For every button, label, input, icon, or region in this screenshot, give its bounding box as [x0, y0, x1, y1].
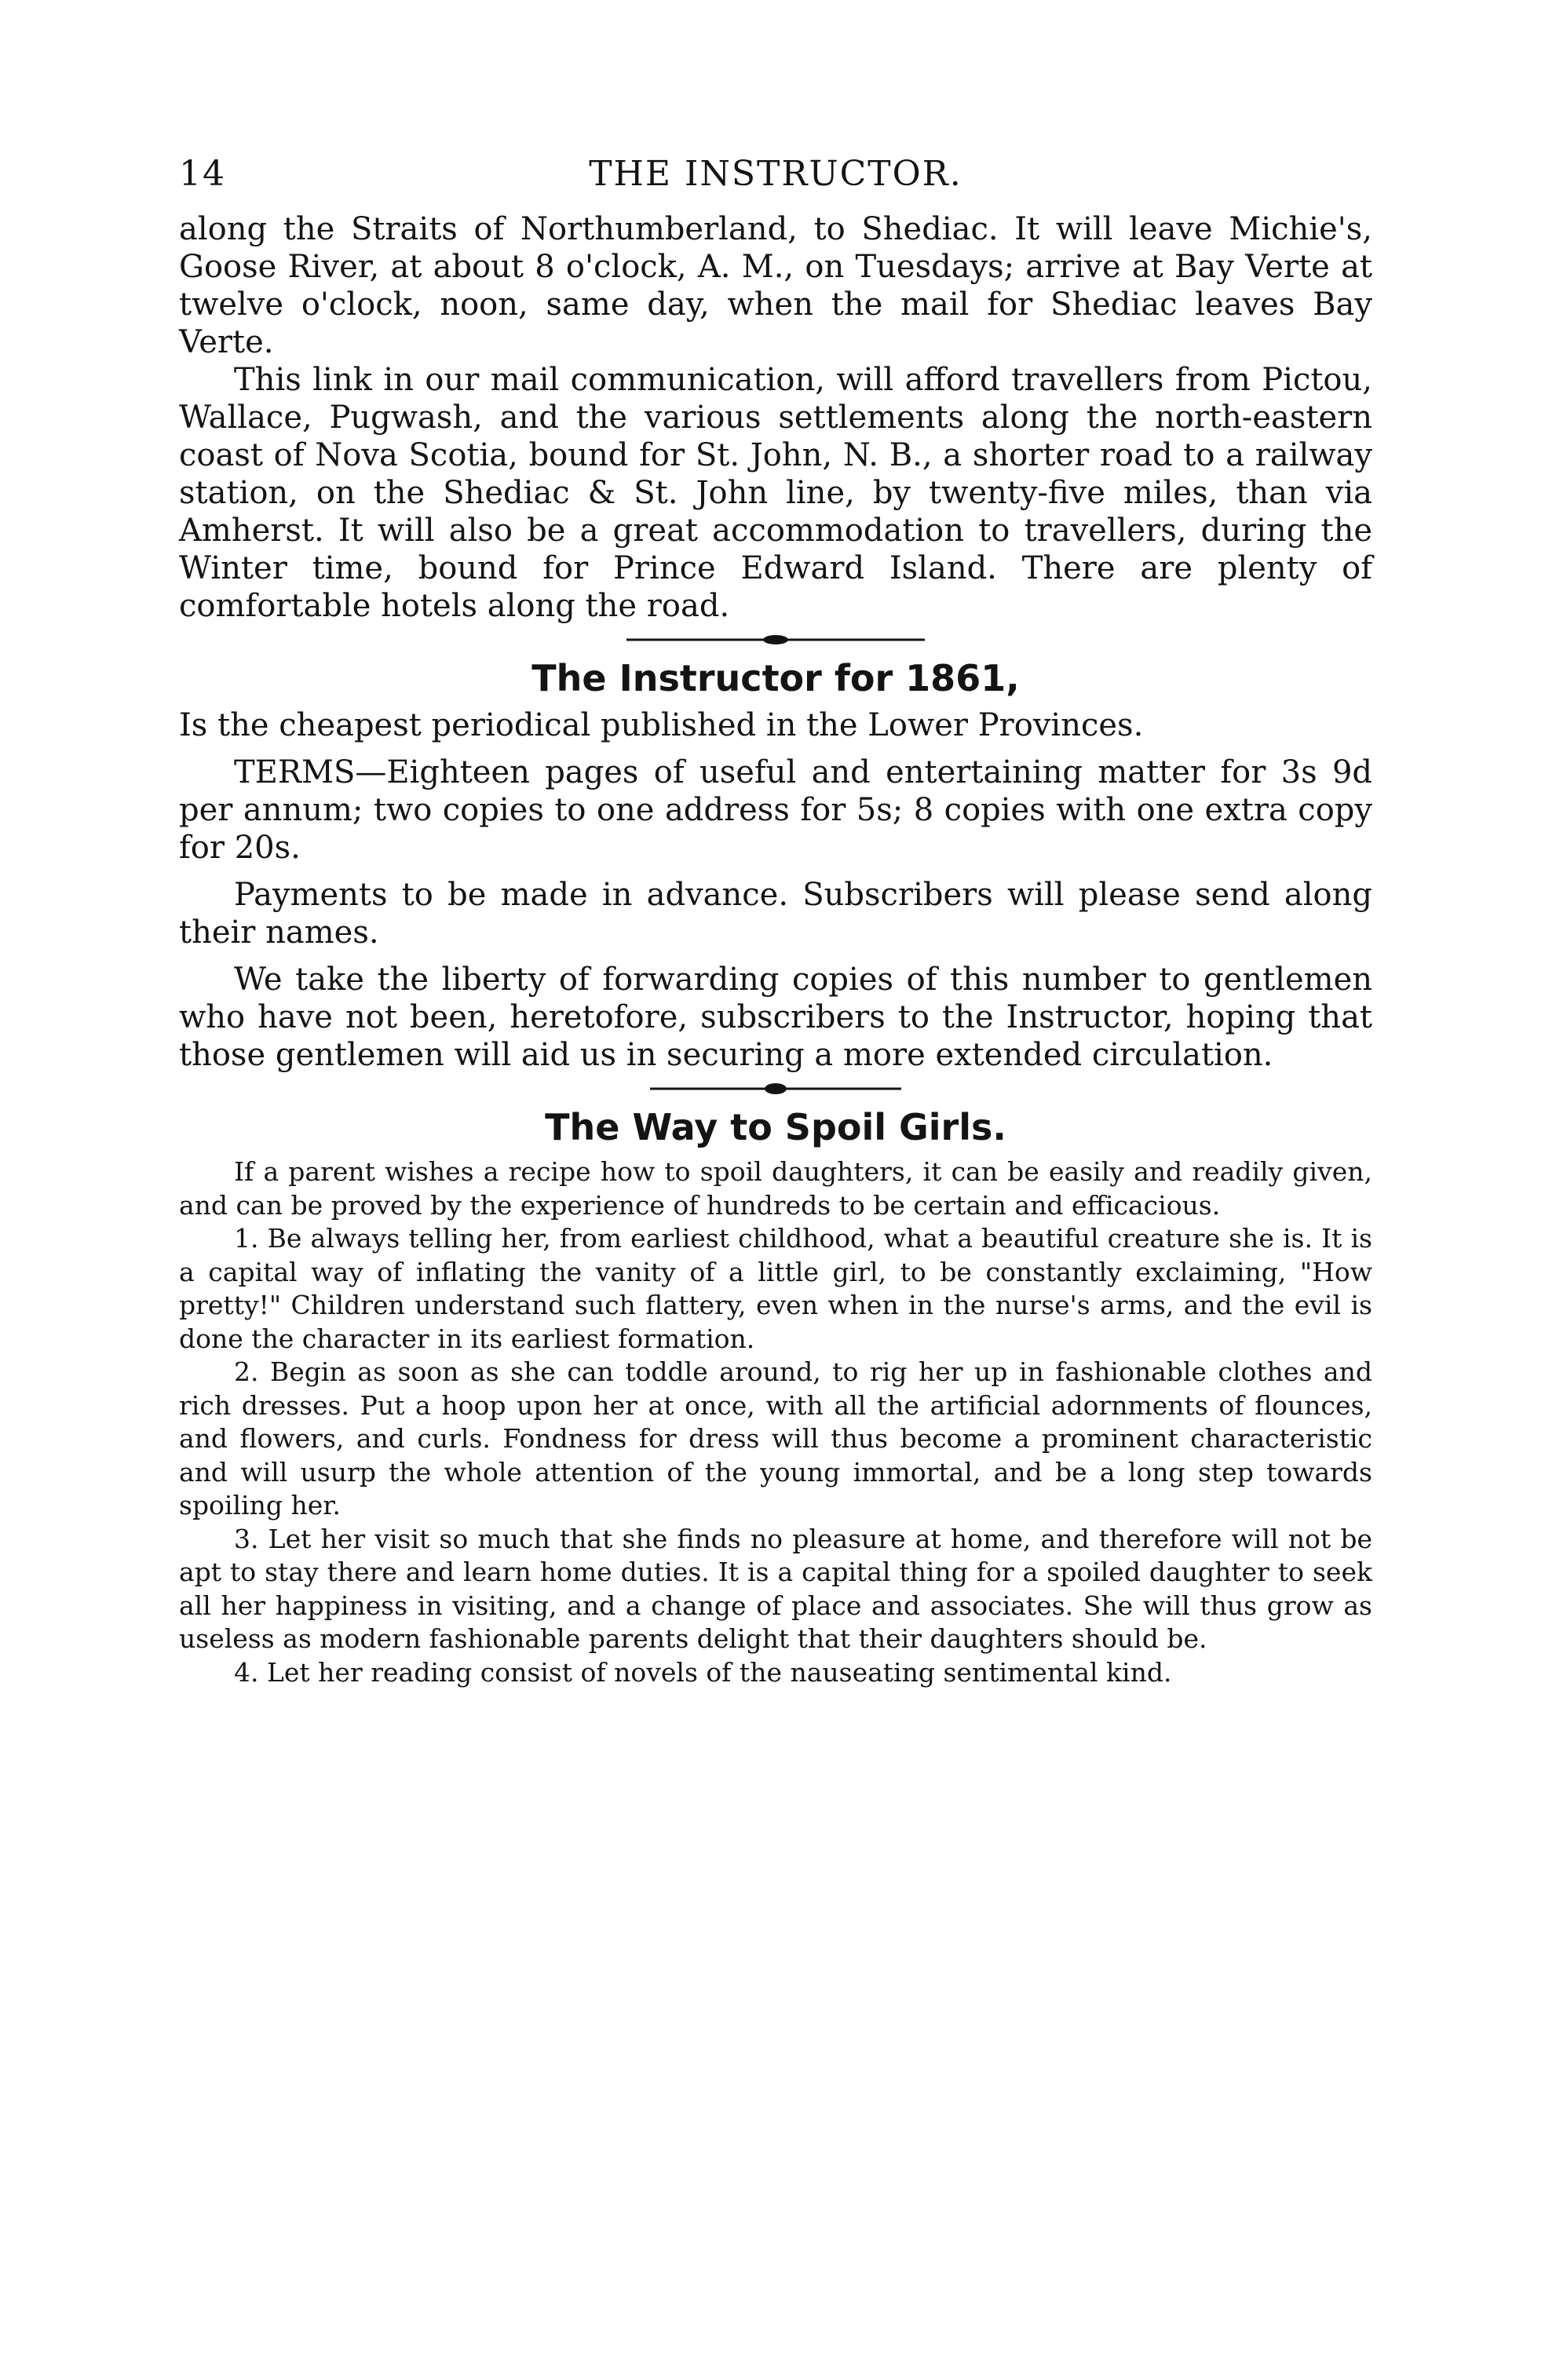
running-title: THE INSTRUCTOR.	[589, 154, 962, 194]
section-divider	[179, 1077, 1372, 1101]
section-divider	[179, 628, 1372, 652]
running-head	[179, 154, 1372, 210]
list-item: 1. Be always telling her, from earliest childhood, what a beautiful creature she is. It is a capital way of inflating the vanity of a little girl, to be constantly exclaiming, "How pretty!" Children understand such flattery, even when in the nurse's arms, and the evil is done the character in its earliest formation.	[179, 1223, 1372, 1354]
intro-paragraph-1: along the Straits of Northumberland, to Shediac. It will leave Michie's, Goose River, at about 8 o'clock, A. M., on Tuesdays; arrive at Bay Verte at twelve o'clock, noon, same day, when the mail for Shediac leaves Bay Verte.	[179, 211, 1372, 360]
instructor-terms: TERMS—Eighteen pages of useful and entertaining matter for 3s 9d per annum; two copies to one address for 5s; 8 copies with one extra copy for 20s.	[179, 754, 1372, 866]
list-item: 4. Let her reading consist of novels of the nauseating sentimental kind.	[234, 1656, 1172, 1688]
list-item: 3. Let her visit so much that she finds no pleasure at home, and therefore will not be apt to stay there and learn home duties. It is a capital thing for a spoiled daughter to seek all her happiness in visiting, and a change of place and associates. She will thus grow as useless as modern fashionable parents delight that their daughters should be.	[179, 1523, 1372, 1654]
instructor-section	[179, 706, 1372, 1074]
divider-ornament	[619, 1077, 933, 1101]
instructor-liberty: We take the liberty of forwarding copies of this number to gentlemen who have not been, heretofore, subscribers to the Instructor, hoping that those gentlemen will aid us in securing a more extended circulation.	[179, 962, 1372, 1073]
intro-section	[179, 210, 1372, 625]
page	[179, 154, 1372, 1689]
instructor-paragraph-1: Is the cheapest periodical published in the Lower Provinces.	[179, 707, 1144, 743]
intro-paragraph-2: This link in our mail communication, will afford travellers from Pictou, Wallace, Pugwash, and the various settlements along the north-eastern coast of Nova Scotia, bound for St. John, N. B., a shorter road to a railway station, on the Shediac & St. John line, by twenty-five miles, than via Amherst. It will also be a great accommodation to travellers, during the Winter time, bound for Prince Edward Island. There are plenty of comfortable hotels along the road.	[179, 362, 1372, 624]
heading-instructor: The Instructor for 1861,	[531, 657, 1020, 699]
list-item: 2. Begin as soon as she can toddle around, to rig her up in fashionable clothes and rich dresses. Put a hoop upon her at once, with all the artificial adornments of flounces, and flowers, and curls. Fondness for dress will thus become a prominent characteristic and will usurp the whole attention of the young immortal, and be a long step towards spoiling her.	[179, 1356, 1372, 1520]
instructor-payments: Payments to be made in advance. Subscribers will please send along their names.	[179, 877, 1372, 951]
heading-spoil-girls: The Way to Spoil Girls.	[545, 1106, 1006, 1148]
spoil-girls-intro: If a parent wishes a recipe how to spoil daughters, it can be easily and readily given, and can be proved by the experience of hundreds to be certain and efficacious.	[179, 1156, 1372, 1221]
divider-ornament	[619, 628, 933, 652]
spoil-girls-section	[179, 1155, 1372, 1689]
page-number: 14	[179, 154, 226, 194]
